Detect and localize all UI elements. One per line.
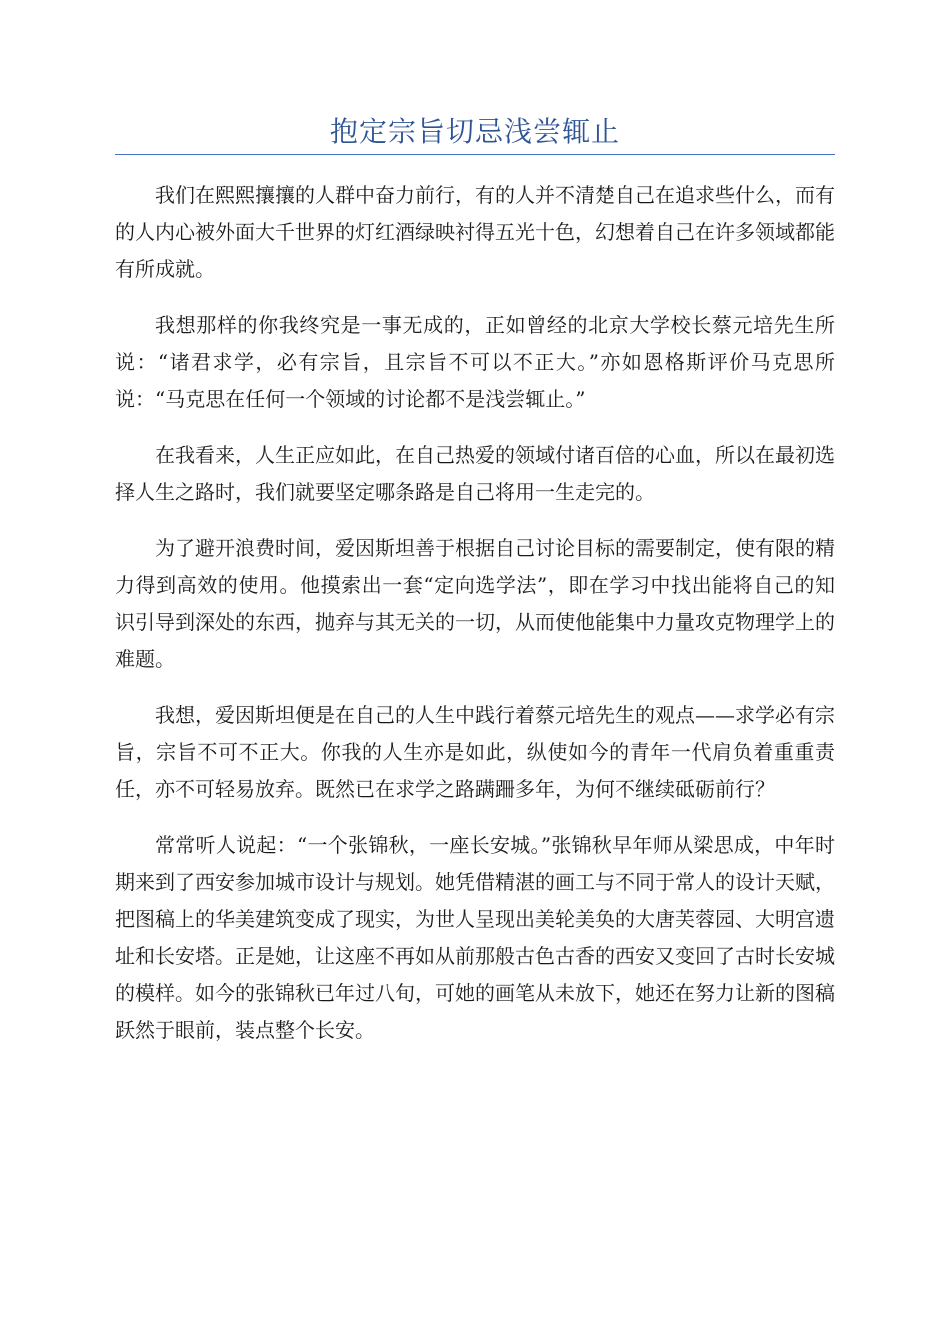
paragraph-6: 常常听人说起：“一个张锦秋，一座长安城。”张锦秋早年师从梁思成，中年时期来到了西安参加城市设计与规划。她凭借精湛的画工与不同于常人的设计天赋，把图稿上的华美建筑变成了现实，为世人呈现出美轮美奂的大唐芙蓉园、大明宫遗址和长安塔。正是她，让这座不再如从前那般古色古香的西安又变回了古时长安城的模样。如今的张锦秋已年过八旬，可她的画笔从未放下，她还在努力让新的图稿跃然于眼前，装点整个长安。 (115, 833, 835, 1042)
paragraph-3: 在我看来，人生正应如此，在自己热爱的领域付诸百倍的心血，所以在最初选择人生之路时，我们就要坚定哪条路是自己将用一生走完的。 (115, 443, 835, 504)
paragraph-4: 为了避开浪费时间，爱因斯坦善于根据自己讨论目标的需要制定，使有限的精力得到高效的使用。他摸索出一套“定向选学法”，即在学习中找出能将自己的知识引导到深处的东西，抛弃与其无关的一切，从而使他能集中力量攻克物理学上的难题。 (115, 536, 835, 671)
document-title: 抱定宗旨切忌浅尝辄止 (329, 115, 620, 148)
paragraph-5: 我想，爱因斯坦便是在自己的人生中践行着蔡元培先生的观点——求学必有宗旨，宗旨不可不正大。你我的人生亦是如此，纵使如今的青年一代肩负着重重责任，亦不可轻易放弃。既然已在求学之路蹒跚多年，为何不继续砥砺前行？ (115, 703, 835, 801)
paragraph-1: 我们在熙熙攘攘的人群中奋力前行，有的人并不清楚自己在追求些什么，而有的人内心被外面大千世界的灯红酒绿映衬得五光十色，幻想着自己在许多领域都能有所成就。 (115, 183, 835, 281)
title-underline (115, 154, 835, 155)
document-body (115, 177, 835, 1068)
paragraph-2: 我想那样的你我终究是一事无成的，正如曾经的北京大学校长蔡元培先生所说：“诸君求学，必有宗旨，且宗旨不可以不正大。”亦如恩格斯评价马克思所说：“马克思在任何一个领域的讨论都不是浅尝辄止。” (115, 313, 835, 411)
